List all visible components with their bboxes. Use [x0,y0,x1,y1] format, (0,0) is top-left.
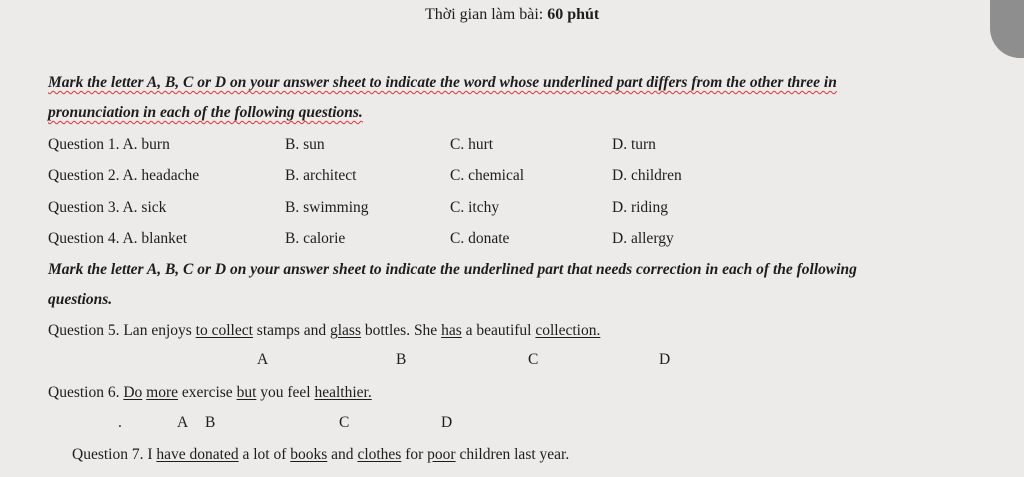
q1-option-d: D. turn [612,136,656,153]
q3-option-d: D. riding [612,199,668,216]
q5-part-b: glass [329,322,361,339]
question-7: Question 7. I have donated a lot of books and clothes for poor children last year. [72,446,570,463]
q7-part-b: books [290,446,328,463]
q1-option-c: C. hurt [450,136,494,153]
q2-option-a: Question 2. A. headache [48,167,200,184]
q3-option-c: C. itchy [450,199,500,216]
q6-dot: . [118,414,122,431]
q5-letter-a: A [257,351,269,368]
q6-part-a: Do [123,384,143,401]
q5-part-a: to collect [195,322,253,339]
q4-option-c: C. donate [450,230,510,247]
q6-letter-d: D [441,414,453,431]
section1-instruction-line2: pronunciation in each of the following questions. [48,104,363,121]
q4-option-a: Question 4. A. blanket [48,230,188,247]
q2-option-c: C. chemical [450,167,525,184]
q6-part-d: healthier. [314,384,372,401]
q6-part-c: but [236,384,257,401]
q6-part-b: more [146,384,179,401]
q3-option-b: B. swimming [285,199,369,216]
time-value: 60 phút [547,6,600,23]
time-label: Thời gian làm bài: [425,6,544,23]
exam-time-header [425,6,599,24]
q5-letter-d: D [659,351,671,368]
q4-option-b: B. calorie [285,230,346,247]
q5-part-c: has [441,322,462,339]
section2-instruction-line2: questions. [48,291,113,308]
section1-instruction-line1: Mark the letter A, B, C or D on your answer sheet to indicate the word whose underlined part differs from the other three in [48,74,837,91]
q4-option-d: D. allergy [612,230,674,247]
q5-letter-c: C [528,351,539,368]
q5-part-d: collection. [535,322,601,339]
question-5: Question 5. Lan enjoys to collect stamps and glass bottles. She has a beautiful collection. [48,322,601,339]
section2-instruction-line1: Mark the letter A, B, C or D on your answer sheet to indicate the underlined part that needs correction in each of the following [48,261,857,278]
q7-part-d: poor [427,446,456,463]
q1-option-a: Question 1. A. burn [48,136,170,153]
q1-option-b: B. sun [285,136,325,153]
q2-option-b: B. architect [285,167,357,184]
q6-letter-b: B [205,414,216,431]
q5-letter-b: B [396,351,407,368]
corner-shape [990,0,1024,58]
q6-letter-c: C [339,414,350,431]
q7-part-a: have donated [156,446,239,463]
q6-letter-a: A [177,414,189,431]
q2-option-d: D. children [612,167,682,184]
q7-part-c: clothes [357,446,402,463]
q3-option-a: Question 3. A. sick [48,199,167,216]
question-6: Question 6. Do more exercise but you feel healthier. [48,384,372,401]
